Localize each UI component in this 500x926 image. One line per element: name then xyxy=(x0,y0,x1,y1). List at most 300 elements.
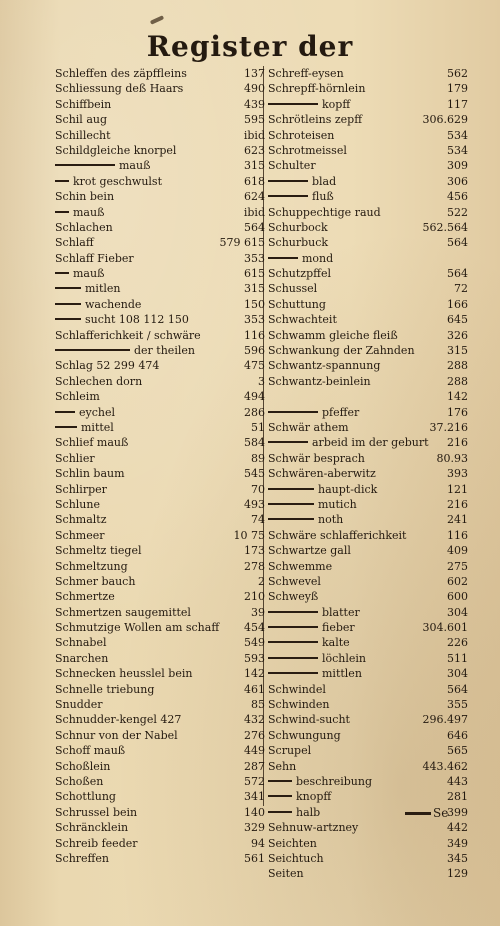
entry-label xyxy=(55,312,189,327)
entry-text: mauß xyxy=(73,267,105,281)
entry-page-number: 490 xyxy=(244,82,265,96)
catchword xyxy=(405,806,448,820)
entry-text: Schwäre schlafferichkeit xyxy=(268,528,407,542)
entry-page-number: 443.462 xyxy=(422,759,468,773)
entry-text: Schiffbein xyxy=(55,97,112,111)
entry-page-number: 600 xyxy=(447,590,468,604)
entry-label xyxy=(55,174,162,189)
index-entry xyxy=(55,682,265,697)
entry-label xyxy=(55,389,100,404)
entry-label xyxy=(55,589,115,604)
ditto-dash xyxy=(268,795,292,797)
entry-label xyxy=(268,651,366,666)
index-entry xyxy=(55,251,265,266)
entry-text: arbeid im der geburt xyxy=(312,436,429,450)
entry-label xyxy=(55,220,113,235)
index-entry xyxy=(55,297,265,312)
index-entry xyxy=(55,389,265,404)
entry-text: Schlechen dorn xyxy=(55,374,143,388)
entry-page-number: 645 xyxy=(447,313,468,327)
entry-label xyxy=(268,466,376,481)
entry-page-number: 142 xyxy=(244,667,265,681)
entry-text: Schuppechtige raud xyxy=(268,205,381,219)
entry-label xyxy=(55,205,104,220)
index-entry xyxy=(268,666,468,681)
entry-text: Schlirper xyxy=(55,482,107,496)
index-entry xyxy=(268,651,468,666)
entry-page-number: 562.564 xyxy=(422,220,468,234)
entry-page-number: 341 xyxy=(244,790,265,804)
index-entry xyxy=(55,451,265,466)
ditto-dash xyxy=(268,626,318,628)
index-entry xyxy=(55,189,265,204)
index-entry xyxy=(268,682,468,697)
entry-text: Schmeer xyxy=(55,528,105,542)
index-entry xyxy=(55,589,265,604)
index-entry xyxy=(268,358,468,373)
entry-label xyxy=(268,205,381,220)
entry-label xyxy=(55,666,192,681)
entry-text: Schmeltzung xyxy=(55,559,128,573)
entry-text: mittel xyxy=(81,420,114,434)
entry-page-number: 511 xyxy=(447,651,468,665)
ditto-dash xyxy=(268,441,308,443)
entry-page-number: 176 xyxy=(447,405,468,419)
entry-page-number: 432 xyxy=(244,713,265,727)
entry-label xyxy=(55,497,100,512)
entry-label xyxy=(55,189,114,204)
entry-label xyxy=(268,220,328,235)
ditto-dash xyxy=(55,411,75,413)
entry-page-number: 315 xyxy=(447,344,468,358)
entry-page-number: 210 xyxy=(244,590,265,604)
entry-label xyxy=(55,774,103,789)
entry-text: Schrotmeissel xyxy=(268,143,347,157)
ditto-dash xyxy=(268,103,318,105)
entry-page-number: 288 xyxy=(447,359,468,373)
entry-page-number: 70 xyxy=(251,482,265,496)
entry-label xyxy=(268,836,317,851)
entry-text: kalte xyxy=(322,636,350,650)
index-entry xyxy=(55,220,265,235)
entry-label xyxy=(55,281,120,296)
entry-text: Schnudder-kengel 427 xyxy=(55,713,182,727)
index-entry xyxy=(268,497,468,512)
entry-page-number: 534 xyxy=(447,128,468,142)
entry-page-number: ibid xyxy=(243,128,265,142)
page-title: Register der xyxy=(146,30,354,63)
entry-page-number: 278 xyxy=(244,559,265,573)
entry-label xyxy=(55,651,108,666)
ditto-dash xyxy=(55,180,69,182)
entry-page-number: 116 xyxy=(447,528,468,542)
ditto-dash xyxy=(55,211,69,213)
entry-text: Sehnuw-artzney xyxy=(268,821,359,835)
entry-page-number: 315 xyxy=(244,159,265,173)
entry-page-number: ibid xyxy=(243,205,265,219)
entry-text: Schnabel xyxy=(55,636,107,650)
entry-text: Schmaltz xyxy=(55,513,107,527)
entry-page-number: 173 xyxy=(244,544,265,558)
entry-page-number: 409 xyxy=(447,544,468,558)
entry-text: krot geschwulst xyxy=(73,174,162,188)
entry-page-number: 304 xyxy=(447,667,468,681)
entry-page-number: 624 xyxy=(244,190,265,204)
ditto-dash xyxy=(55,164,115,166)
entry-text: Seichten xyxy=(268,836,317,850)
entry-page-number: 443 xyxy=(447,774,468,788)
index-entry xyxy=(268,697,468,712)
index-entry xyxy=(55,512,265,527)
entry-label xyxy=(268,251,333,266)
entry-page-number: 117 xyxy=(447,97,468,111)
entry-label xyxy=(55,743,125,758)
entry-text: fieber xyxy=(322,621,355,635)
entry-label xyxy=(268,743,311,758)
entry-label xyxy=(268,605,360,620)
entry-label xyxy=(268,358,380,373)
entry-page-number: 3 xyxy=(258,374,265,388)
index-entry xyxy=(55,374,265,389)
entry-text: Schlune xyxy=(55,497,100,511)
entry-label xyxy=(268,128,334,143)
entry-label xyxy=(55,266,104,281)
ditto-dash xyxy=(55,272,69,274)
entry-label xyxy=(268,312,337,327)
entry-text: Schwevel xyxy=(268,574,321,588)
index-entry xyxy=(268,312,468,327)
ditto-dash xyxy=(268,657,318,659)
index-entry xyxy=(55,820,265,835)
entry-text: Schweyß xyxy=(268,590,319,604)
index-entry xyxy=(55,774,265,789)
entry-page-number: 439 xyxy=(244,97,265,111)
entry-page-number: 564 xyxy=(244,220,265,234)
entry-label xyxy=(268,697,329,712)
entry-text: Schnelle triebung xyxy=(55,682,155,696)
entry-page-number: 522 xyxy=(447,205,468,219)
entry-label xyxy=(268,543,351,558)
entry-text: Schoff mauß xyxy=(55,744,126,758)
entry-text: Schwankung der Zahnden xyxy=(268,344,415,358)
index-entry xyxy=(55,128,265,143)
index-entry xyxy=(55,435,265,450)
index-entry xyxy=(268,620,468,635)
entry-page-number: 442 xyxy=(447,821,468,835)
entry-label xyxy=(55,712,181,727)
entry-page-number: 549 xyxy=(244,636,265,650)
entry-label xyxy=(268,451,365,466)
ditto-dash xyxy=(55,426,77,428)
index-column-right xyxy=(268,66,468,882)
entry-text: beschreibung xyxy=(296,774,372,788)
index-entry xyxy=(55,543,265,558)
entry-page-number: 345 xyxy=(447,851,468,865)
entry-page-number: 456 xyxy=(447,190,468,204)
index-entry xyxy=(55,112,265,127)
ink-mark xyxy=(150,15,164,25)
entry-text: wachende xyxy=(85,297,142,311)
entry-text: Schlaff xyxy=(55,236,94,250)
entry-label xyxy=(55,405,115,420)
index-entry xyxy=(268,143,468,158)
entry-text: löchlein xyxy=(322,651,367,665)
entry-text: noth xyxy=(318,513,344,527)
index-entry xyxy=(55,328,265,343)
index-entry xyxy=(55,728,265,743)
entry-label xyxy=(55,805,137,820)
index-entry xyxy=(55,343,265,358)
entry-page-number: 226 xyxy=(447,636,468,650)
entry-text: Schreib feeder xyxy=(55,836,138,850)
entry-text: Schrussel bein xyxy=(55,805,138,819)
entry-page-number: 166 xyxy=(447,297,468,311)
ditto-dash xyxy=(268,503,314,505)
entry-page-number: 618 xyxy=(244,174,265,188)
entry-text: Scrupel xyxy=(268,744,312,758)
entry-page-number: 287 xyxy=(244,759,265,773)
entry-text: mutich xyxy=(318,497,357,511)
ditto-dash xyxy=(268,811,292,813)
entry-text: Snudder xyxy=(55,698,103,712)
index-entry xyxy=(55,174,265,189)
entry-label xyxy=(55,635,107,650)
index-entry xyxy=(55,605,265,620)
entry-label xyxy=(268,374,371,389)
entry-page-number: 51 xyxy=(251,420,265,434)
index-entry xyxy=(55,836,265,851)
entry-page-number: 584 xyxy=(244,436,265,450)
entry-text: pfeffer xyxy=(322,405,360,419)
entry-page-number: 94 xyxy=(251,836,265,850)
entry-page-number: 74 xyxy=(251,513,265,527)
index-entry xyxy=(55,851,265,866)
entry-page-number: 564 xyxy=(447,682,468,696)
index-entry xyxy=(55,420,265,435)
entry-page-number: 593 xyxy=(244,651,265,665)
index-entry xyxy=(268,728,468,743)
entry-page-number: 2 xyxy=(258,574,265,588)
index-entry xyxy=(268,174,468,189)
index-entry xyxy=(268,543,468,558)
index-entry xyxy=(268,189,468,204)
index-entry xyxy=(268,866,468,881)
entry-page-number: 304.601 xyxy=(422,621,468,635)
index-entry xyxy=(268,420,468,435)
entry-text: Schmer bauch xyxy=(55,574,136,588)
entry-text: Schlin baum xyxy=(55,467,125,481)
index-entry xyxy=(268,128,468,143)
entry-label xyxy=(55,374,142,389)
entry-page-number: 565 xyxy=(447,744,468,758)
entry-page-number: 241 xyxy=(447,513,468,527)
entry-page-number: 646 xyxy=(447,728,468,742)
index-entry xyxy=(55,81,265,96)
entry-label xyxy=(268,805,320,820)
entry-text: Schrepff-hörnlein xyxy=(268,82,366,96)
index-entry xyxy=(268,635,468,650)
index-entry xyxy=(268,158,468,173)
index-entry xyxy=(55,466,265,481)
index-entry xyxy=(268,712,468,727)
index-entry xyxy=(55,697,265,712)
entry-page-number: 150 xyxy=(244,297,265,311)
entry-text: der theilen xyxy=(134,344,195,358)
entry-page-number: 454 xyxy=(244,621,265,635)
entry-page-number: 399 xyxy=(447,805,468,819)
entry-text: Schwär besprach xyxy=(268,451,365,465)
entry-label xyxy=(268,635,350,650)
entry-page-number: 306 xyxy=(447,174,468,188)
index-entry xyxy=(55,805,265,820)
entry-label xyxy=(268,297,326,312)
entry-label xyxy=(55,759,110,774)
entry-text: Schwungung xyxy=(268,728,341,742)
entry-text: Snarchen xyxy=(55,651,109,665)
entry-label xyxy=(268,189,334,204)
entry-label xyxy=(55,836,138,851)
entry-text: Schliessung deß Haars xyxy=(55,82,184,96)
index-entry xyxy=(268,235,468,250)
entry-text: Schlachen xyxy=(55,220,113,234)
entry-label xyxy=(55,543,141,558)
entry-text: mittlen xyxy=(322,667,362,681)
entry-text: Schwantz-beinlein xyxy=(268,374,371,388)
entry-text: blad xyxy=(312,174,337,188)
entry-label xyxy=(55,605,191,620)
entry-text: Schwinden xyxy=(268,698,330,712)
index-entry xyxy=(268,605,468,620)
index-entry xyxy=(268,251,468,266)
entry-label xyxy=(268,420,349,435)
entry-label xyxy=(268,328,398,343)
entry-page-number: 296.497 xyxy=(422,713,468,727)
entry-page-number: 545 xyxy=(244,467,265,481)
entry-label xyxy=(268,666,362,681)
entry-text: haupt-dick xyxy=(318,482,378,496)
index-entry xyxy=(268,343,468,358)
ditto-dash xyxy=(55,318,81,320)
entry-page-number: 89 xyxy=(251,451,265,465)
entry-text: sucht 108 112 150 xyxy=(85,313,189,327)
index-entry xyxy=(268,820,468,835)
entry-text: Schwind-sucht xyxy=(268,713,350,727)
entry-page-number: 393 xyxy=(447,467,468,481)
index-entry xyxy=(55,635,265,650)
index-entry xyxy=(55,651,265,666)
entry-label xyxy=(55,435,128,450)
entry-text: Schuttung xyxy=(268,297,326,311)
entry-page-number: 116 xyxy=(244,328,265,342)
entry-label xyxy=(55,358,159,373)
index-entry xyxy=(55,620,265,635)
entry-page-number: 216 xyxy=(447,497,468,511)
catchword-text: Se xyxy=(433,806,449,820)
entry-text: Schurbock xyxy=(268,220,328,234)
entry-text: blatter xyxy=(322,605,360,619)
entry-text: mitlen xyxy=(85,282,121,296)
entry-label xyxy=(55,559,128,574)
entry-page-number: 493 xyxy=(244,497,265,511)
index-entry xyxy=(268,482,468,497)
entry-text: Schwantz-spannung xyxy=(268,359,381,373)
index-entry xyxy=(55,143,265,158)
index-column-left xyxy=(55,66,265,866)
entry-label xyxy=(268,728,341,743)
entry-page-number: 475 xyxy=(244,359,265,373)
entry-text: Schlag 52 299 474 xyxy=(55,359,160,373)
entry-page-number: 80.93 xyxy=(436,451,468,465)
entry-label xyxy=(268,682,326,697)
entry-page-number: 562 xyxy=(447,67,468,80)
entry-label xyxy=(268,789,331,804)
index-entry xyxy=(268,389,468,404)
entry-page-number: 39 xyxy=(251,605,265,619)
index-entry xyxy=(268,451,468,466)
entry-label xyxy=(55,482,107,497)
index-entry xyxy=(268,405,468,420)
entry-label xyxy=(268,174,336,189)
entry-label xyxy=(268,266,331,281)
entry-text: kopff xyxy=(322,97,351,111)
entry-label xyxy=(268,158,316,173)
entry-page-number: 326 xyxy=(447,328,468,342)
entry-text: Schmeltz tiegel xyxy=(55,544,142,558)
index-entry xyxy=(268,66,468,81)
index-entry xyxy=(55,97,265,112)
entry-label xyxy=(55,143,176,158)
entry-page-number: 306.629 xyxy=(422,113,468,127)
entry-label xyxy=(268,482,377,497)
entry-label xyxy=(55,235,94,250)
entry-page-number: 579 615 xyxy=(219,236,265,250)
entry-label xyxy=(268,497,357,512)
entry-label xyxy=(268,712,350,727)
index-entry xyxy=(268,759,468,774)
entry-label xyxy=(55,343,195,358)
catchword-flourish xyxy=(405,812,431,815)
entry-page-number: 288 xyxy=(447,374,468,388)
entry-label xyxy=(55,112,107,127)
entry-text: Schwindel xyxy=(268,682,326,696)
ditto-dash xyxy=(55,349,130,351)
index-entry xyxy=(55,266,265,281)
entry-text: fluß xyxy=(312,190,334,204)
ditto-dash xyxy=(268,257,298,259)
entry-page-number: 461 xyxy=(244,682,265,696)
entry-page-number: 304 xyxy=(447,605,468,619)
entry-page-number: 329 xyxy=(244,821,265,835)
entry-text: eychel xyxy=(79,405,115,419)
entry-page-number: 140 xyxy=(244,805,265,819)
entry-page-number: 309 xyxy=(447,159,468,173)
index-entry xyxy=(268,559,468,574)
index-entry xyxy=(268,836,468,851)
entry-label xyxy=(55,66,187,81)
entry-text: knopff xyxy=(296,790,332,804)
entry-text: Schleim xyxy=(55,390,100,404)
entry-label xyxy=(268,66,344,81)
index-entry xyxy=(55,281,265,296)
entry-label xyxy=(268,81,365,96)
ditto-dash xyxy=(268,195,308,197)
index-entry xyxy=(268,97,468,112)
entry-page-number: 564 xyxy=(447,267,468,281)
ditto-dash xyxy=(268,411,318,413)
entry-text: Schwemme xyxy=(268,559,333,573)
entry-label xyxy=(55,251,134,266)
entry-page-number: 534 xyxy=(447,143,468,157)
